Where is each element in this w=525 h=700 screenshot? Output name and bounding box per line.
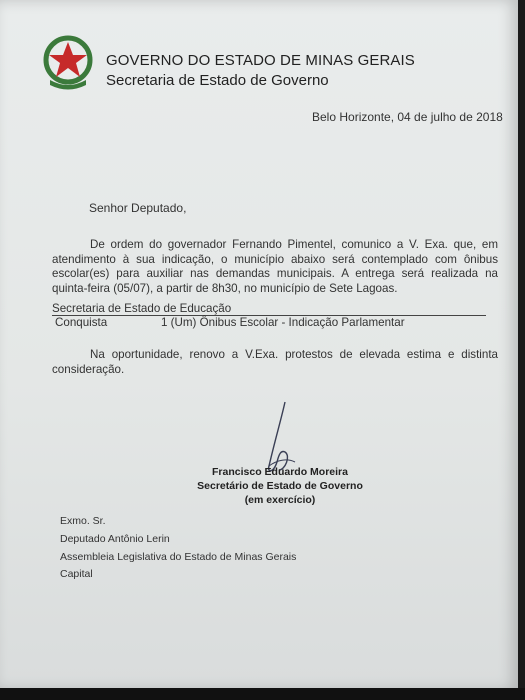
- signer-status: (em exercício): [244, 494, 316, 506]
- letter-salutation: Senhor Deputado,: [89, 201, 187, 215]
- monitor-bezel: [0, 688, 525, 700]
- section-title: Secretaria de Estado de Educação: [52, 302, 232, 315]
- letter-body-paragraph: De ordem do governador Fernando Pimentel, comunico a V. Exa. que, em atendimento à sua indicação, o município abaixo será contemplado com ônibus escolar(es) para auxiliar nas demandas municipais. A entrega será realizada na quinta-feira (05/07), a partir de 8h30, no município de Sete Lagoas.: [52, 238, 498, 295]
- header-secretariat-name: Secretaria de Estado de Governo: [106, 72, 329, 89]
- letter-date: Belo Horizonte, 04 de julho de 2018: [312, 110, 503, 124]
- letter-closing-paragraph: Na oportunidade, renovo a V.Exa. protestos de elevada estima e distinta consideração.: [52, 348, 498, 376]
- signer-name: Francisco Eduardo Moreira: [212, 466, 348, 478]
- header-government-name: GOVERNO DO ESTADO DE MINAS GERAIS: [106, 52, 415, 69]
- recipient-city: Capital: [60, 568, 93, 580]
- minas-gerais-star-emblem-icon: [40, 34, 96, 92]
- conquista-label: Conquista: [55, 316, 108, 329]
- recipient-honorific: Exmo. Sr.: [60, 515, 106, 527]
- recipient-name: Deputado Antônio Lerin: [60, 533, 170, 545]
- recipient-institution: Assembleia Legislativa do Estado de Minas Gerais: [60, 551, 297, 563]
- signer-title: Secretário de Estado de Governo: [197, 480, 363, 492]
- conquista-value: 1 (Um) Ônibus Escolar - Indicação Parlamentar: [161, 316, 405, 329]
